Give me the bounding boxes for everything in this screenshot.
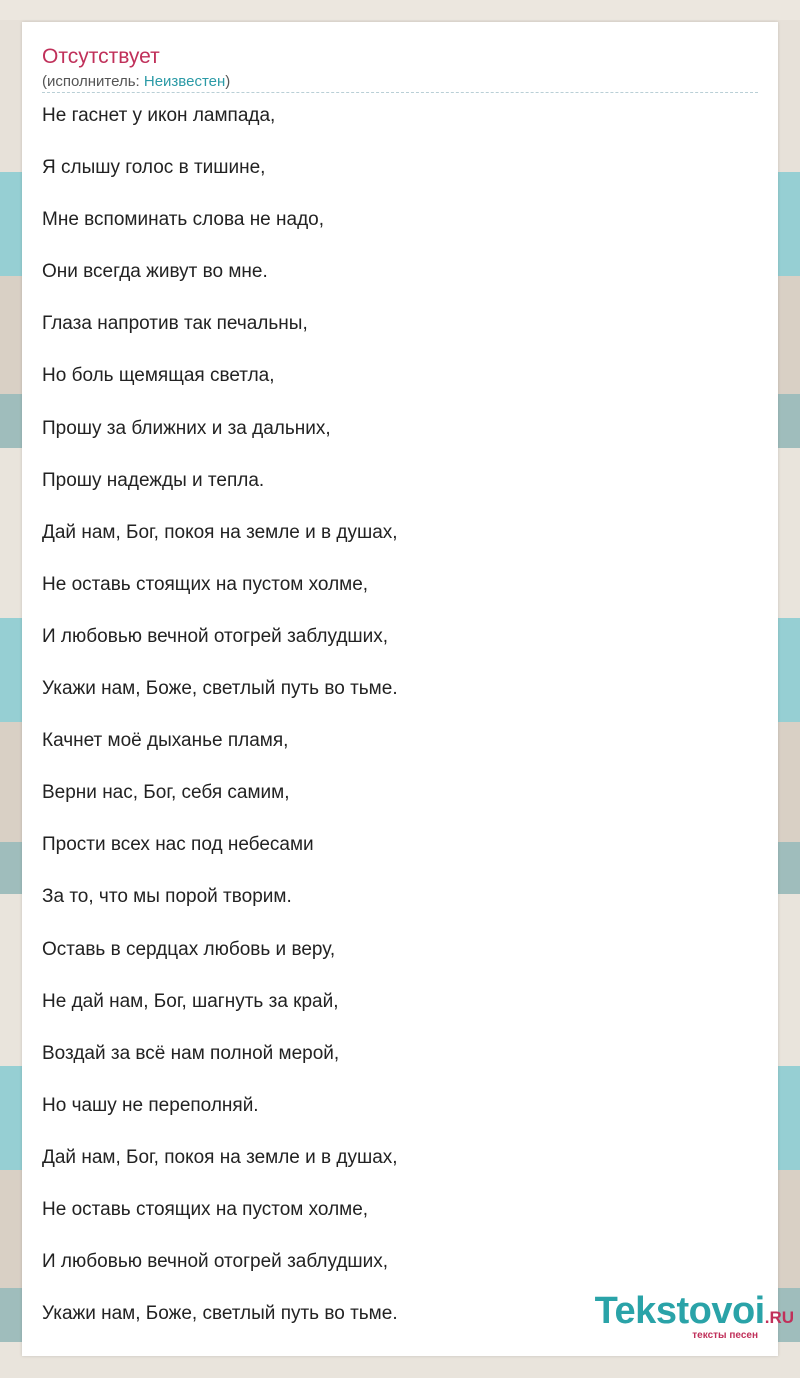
lyric-line: Качнет моё дыханье пламя, [42,730,289,752]
logo-main-text: Tekstovoi [594,1290,765,1332]
lyric-line: Не оставь стоящих на пустом холме, [42,573,369,595]
lyric-line: Дай нам, Бог, покоя на земле и в душах, [42,521,398,543]
logo-tagline: тексты песен [692,1330,758,1341]
lyric-line: За то, что мы порой творим. [42,886,292,908]
lyric-line: Мне вспоминать слова не надо, [42,209,325,231]
lyric-line: Укажи нам, Боже, светлый путь во тьме. [42,1303,398,1325]
performer-line [42,73,230,91]
lyric-line: Прошу за ближних и за дальних, [42,417,331,439]
lyric-line: Они всегда живут во мне. [42,261,268,283]
logo-wordmark [554,1290,794,1339]
lyrics-card [22,22,778,1356]
song-title: Отсутствует [42,45,160,68]
lyric-line: Но чашу не переполняй. [42,1094,259,1116]
title-divider [42,92,758,93]
lyric-line: Прости всех нас под небесами [42,834,314,856]
lyric-line: Прошу надежды и тепла. [42,469,265,491]
lyric-line: Я слышу голос в тишине, [42,157,266,179]
lyric-line: Воздай за всё нам полной мерой, [42,1042,340,1064]
site-logo[interactable] [554,1290,794,1352]
lyric-line: Не гаснет у икон лампада, [42,105,276,126]
performer-suffix: ) [225,73,231,90]
logo-domain: .RU [764,1308,794,1327]
lyric-line: Укажи нам, Боже, светлый путь во тьме. [42,678,398,700]
lyric-line: Не оставь стоящих на пустом холме, [42,1198,369,1220]
lyric-line: И любовью вечной отогрей заблудших, [42,625,389,647]
lyric-line: Верни нас, Бог, себя самим, [42,782,290,804]
performer-link[interactable]: Неизвестен [143,73,226,90]
lyric-line: Дай нам, Бог, покоя на земле и в душах, [42,1146,398,1168]
lyric-line: Не дай нам, Бог, шагнуть за край, [42,990,339,1012]
lyric-line: Но боль щемящая светла, [42,365,275,387]
lyric-line: Глаза напротив так печальны, [42,313,308,335]
lyric-line: И любовью вечной отогрей заблудших, [42,1251,389,1273]
performer-prefix: (исполнитель: [42,73,144,90]
lyric-line: Оставь в сердцах любовь и веру, [42,938,336,960]
lyrics-list [42,105,742,1355]
